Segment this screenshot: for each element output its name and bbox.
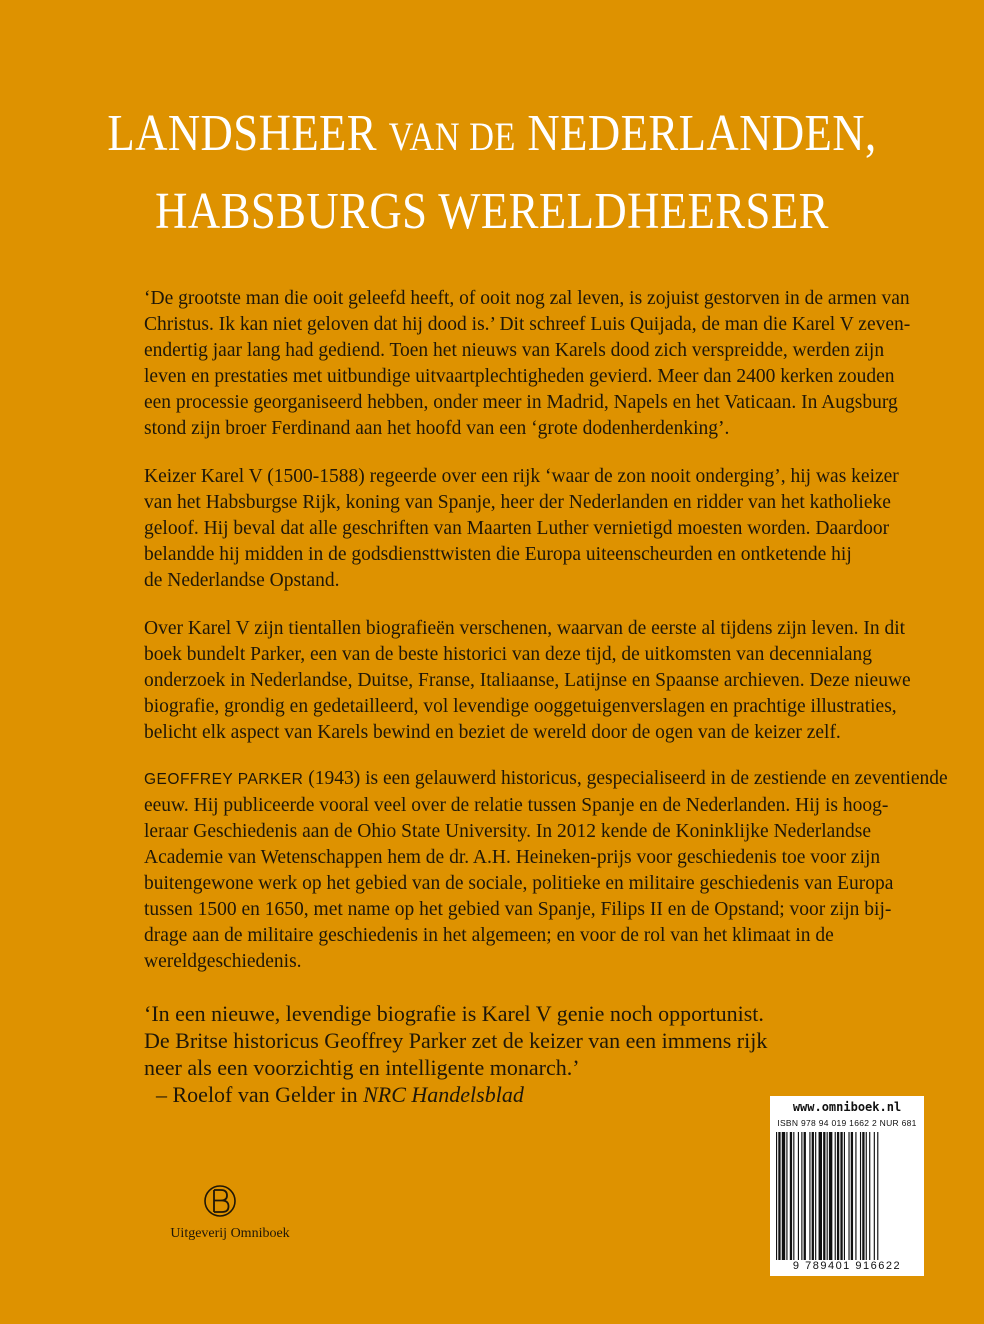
publisher-url: www.omniboek.nl [792,1100,902,1114]
blurb-paragraph-3 [144,616,934,746]
quote-attribution [144,1081,844,1108]
author-bio [144,766,948,975]
text-line: wereldgeschiedenis. [144,951,302,972]
text-line: belandde hij midden in de godsdiensttwisten die Europa uiteenscheurden en ontketende hij [144,544,852,565]
text-line: Over Karel V zijn tientallen biografieën verschenen, waarvan de eerste al tijdens zijn leven. In dit [144,618,906,639]
author-bio-first-line: (1943) is een gelauwerd historicus, gespecialiseerd in de zestiende en zeventiende [303,768,948,789]
text-line: biografie, grondig en gedetailleerd, vol levendige ooggetuigenverslagen en prachtige illustraties, [144,696,897,717]
barcode-label [770,1096,924,1276]
text-line: Academie van Wetenschappen hem de dr. A.H. Heineken-prijs voor geschiedenis toe voor zijn [144,847,881,868]
text-line: van het Habsburgse Rijk, koning van Spanje, heer der Nederlanden en ridder van het katholieke [144,492,891,513]
review-quote [144,1000,844,1108]
text-line: tussen 1500 en 1650, met name op het gebied van Spanje, Filips II en de Opstand; voor zijn bij- [144,899,892,920]
text-line: een processie georganiseerd hebben, onder meer in Madrid, Napels en het Vaticaan. In Augsburg [144,392,898,413]
text-line: Christus. Ik kan niet geloven dat hij dood is.’ Dit schreef Luis Quijada, de man die Karel V zeven- [144,314,911,335]
blurb-paragraph-1 [144,286,934,442]
text-line: belicht elk aspect van Karels bewind en beziet de wereld door de ogen van de keizer zelf. [144,722,841,743]
isbn-line: ISBN 978 94 019 1662 2 NUR 681 [777,1118,917,1128]
text-line: geloof. Hij beval dat alle geschriften van Maarten Luther vernietigd moesten worden. Daardoor [144,518,890,539]
quote-source: NRC Handelsblad [363,1082,524,1107]
barcode-icon [774,1132,920,1260]
text-line: leraar Geschiedenis aan de Ohio State University. In 2012 kende de Koninklijke Nederlandse [144,821,872,842]
quote-line: neer als een voorzichtig en intelligente monarch.’ [144,1055,580,1080]
quote-line: De Britse historicus Geoffrey Parker zet de keizer van een immens rijk [144,1028,768,1053]
title-line-2: HABSBURGS WERELDHEERSER [155,183,829,240]
publisher-name: Uitgeverij Omniboek [170,1226,290,1241]
text-line: drage aan de militaire geschiedenis in het algemeen; en voor de rol van het klimaat in de [144,925,834,946]
barcode-digits: 9 789401 916622 [792,1260,902,1272]
quote-attribution-text: – Roelof van Gelder in [156,1082,364,1107]
text-line: endertig jaar lang had gediend. Toen het nieuws van Karels dood zich verspreidde, werden zijn [144,340,885,361]
title-word-nederlanden: NEDERLANDEN, [527,105,877,162]
text-line: stond zijn broer Ferdinand aan het hoofd van een ‘grote dodenherdenking’. [144,418,730,439]
text-line: buitengewone werk op het gebied van de sociale, politieke en militaire geschiedenis van Europa [144,873,894,894]
title-word-landsheer: LANDSHEER [107,105,378,162]
text-line: de Nederlandse Opstand. [144,570,340,591]
author-name: GEOFFREY PARKER [144,771,304,788]
text-line: leven en prestaties met uitbundige uitvaartplechtigheden gevierd. Meer dan 2400 kerken zouden [144,366,895,387]
text-line: ‘De grootste man die ooit geleefd heeft, of ooit nog zal leven, is zojuist gestorven in de armen van [144,288,910,309]
text-line: onderzoek in Nederlandse, Duitse, Franse, Italiaanse, Latijnse en Spaanse archieven. Deze nieuwe [144,670,911,691]
title-word-van-de: VAN DE [388,114,516,159]
quote-line: ‘In een nieuwe, levendige biografie is Karel V genie noch opportunist. [144,1001,764,1026]
text-line [144,766,948,793]
text-line: boek bundelt Parker, een van de beste historici van deze tijd, de uitkomsten van decennialang [144,644,873,665]
omniboek-logo-icon [190,1176,250,1226]
title-line-1 [69,106,915,165]
text-line: Keizer Karel V (1500-1588) regeerde over een rijk ‘waar de zon nooit onderging’, hij was keizer [144,466,899,487]
text-line: eeuw. Hij publiceerde vooral veel over de relatie tussen Spanje en de Nederlanden. Hij is hoog- [144,795,889,816]
blurb-paragraph-2 [144,464,934,594]
